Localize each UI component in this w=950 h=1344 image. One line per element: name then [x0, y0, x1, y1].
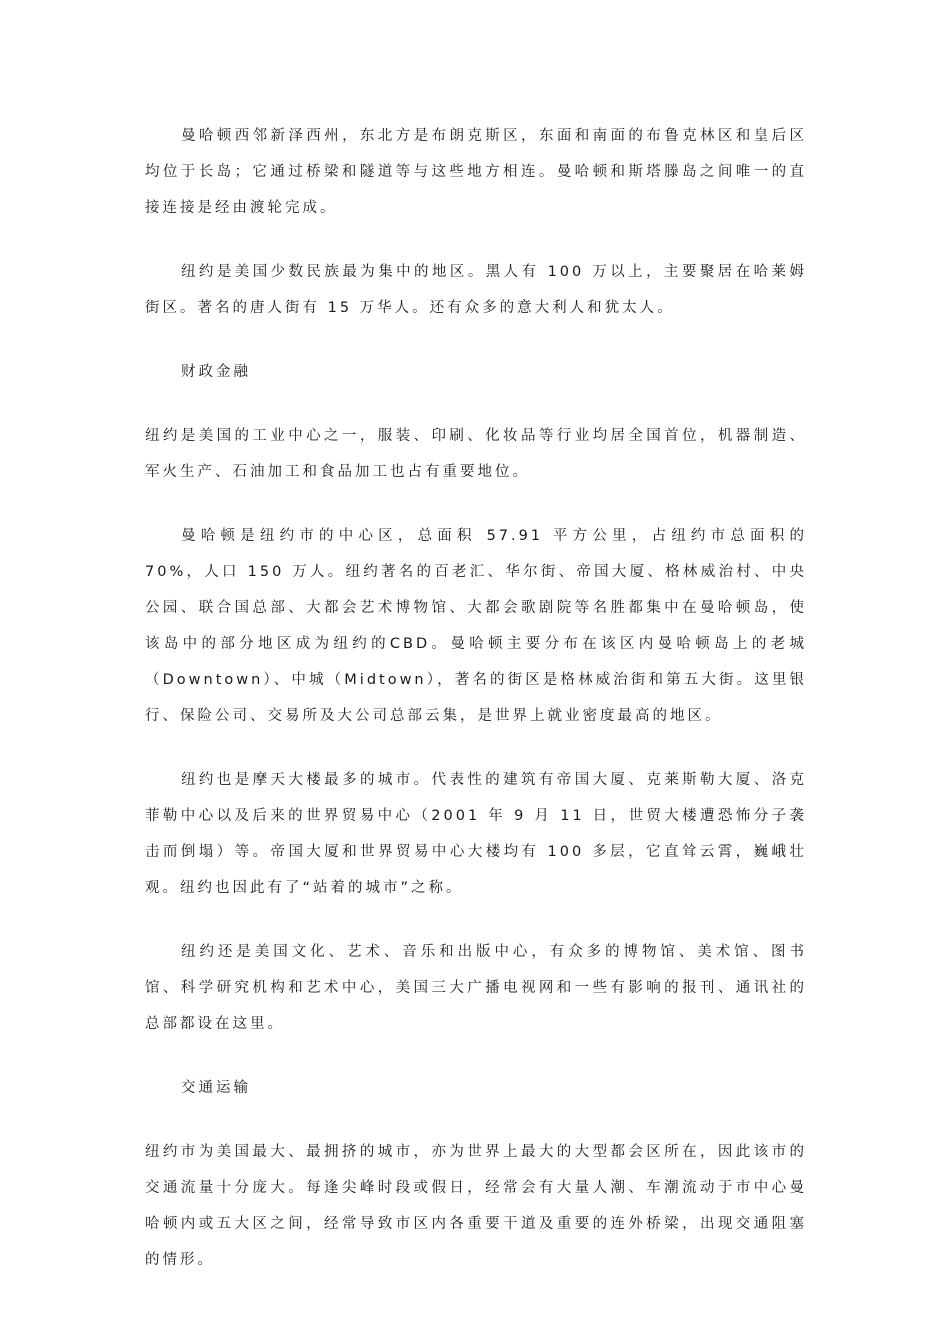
document-body — [145, 118, 807, 1306]
paragraph-manhattan-location: 曼哈顿西邻新泽西州，东北方是布朗克斯区，东面和南面的布鲁克林区和皇后区均位于长岛；它通过桥梁和隧道等与这些地方相连。曼哈顿和斯塔滕岛之间唯一的直接连接是经由渡轮完成。 — [145, 128, 807, 216]
section-heading-finance: 财政金融 — [181, 364, 251, 380]
paragraph-skyscrapers: 纽约也是摩天大楼最多的城市。代表性的建筑有帝国大厦、克莱斯勒大厦、洛克菲勒中心以及后来的世界贸易中心（2001 年 9 月 11 日，世贸大楼遭恐怖分子袭击而倒塌）等。帝国大厦和世界贸易中心大楼均有 100 多层，它直耸云霄，巍峨壮观。纽约也因此有了“站着的城市”之称。 — [145, 772, 807, 896]
paragraph-industry: 纽约是美国的工业中心之一，服装、印刷、化妆品等行业均居全国首位，机器制造、军火生产、石油加工和食品加工也占有重要地位。 — [145, 428, 807, 480]
paragraph-minorities: 纽约是美国少数民族最为集中的地区。黑人有 100 万以上，主要聚居在哈莱姆街区。著名的唐人街有 15 万华人。还有众多的意大利人和犹太人。 — [145, 264, 807, 316]
section-heading-transport: 交通运输 — [181, 1080, 251, 1096]
paragraph-traffic: 纽约市为美国最大、最拥挤的城市，亦为世界上最大的大型都会区所在，因此该市的交通流量十分庞大。每逢尖峰时段或假日，经常会有大量人潮、车潮流动于市中心曼哈顿内或五大区之间，经常导致市区内各重要干道及重要的连外桥梁，出现交通阻塞的情形。 — [145, 1144, 807, 1268]
paragraph-culture: 纽约还是美国文化、艺术、音乐和出版中心，有众多的博物馆、美术馆、图书馆、科学研究机构和艺术中心，美国三大广播电视网和一些有影响的报刊、通讯社的总部都设在这里。 — [145, 944, 807, 1032]
paragraph-manhattan-cbd: 曼哈顿是纽约市的中心区，总面积 57.91 平方公里，占纽约市总面积的 70%，人口 150 万人。纽约著名的百老汇、华尔街、帝国大厦、格林威治村、中央公园、联合国总部、大都会艺术博物馆、大都会歌剧院等名胜都集中在曼哈顿岛，使该岛中的部分地区成为纽约的CBD。曼哈顿主要分布在该区内曼哈顿岛上的老城（Downtown）、中城（Midtown），著名的街区是格林威治街和第五大街。这里银行、保险公司、交易所及大公司总部云集，是世界上就业密度最高的地区。 — [145, 528, 807, 724]
